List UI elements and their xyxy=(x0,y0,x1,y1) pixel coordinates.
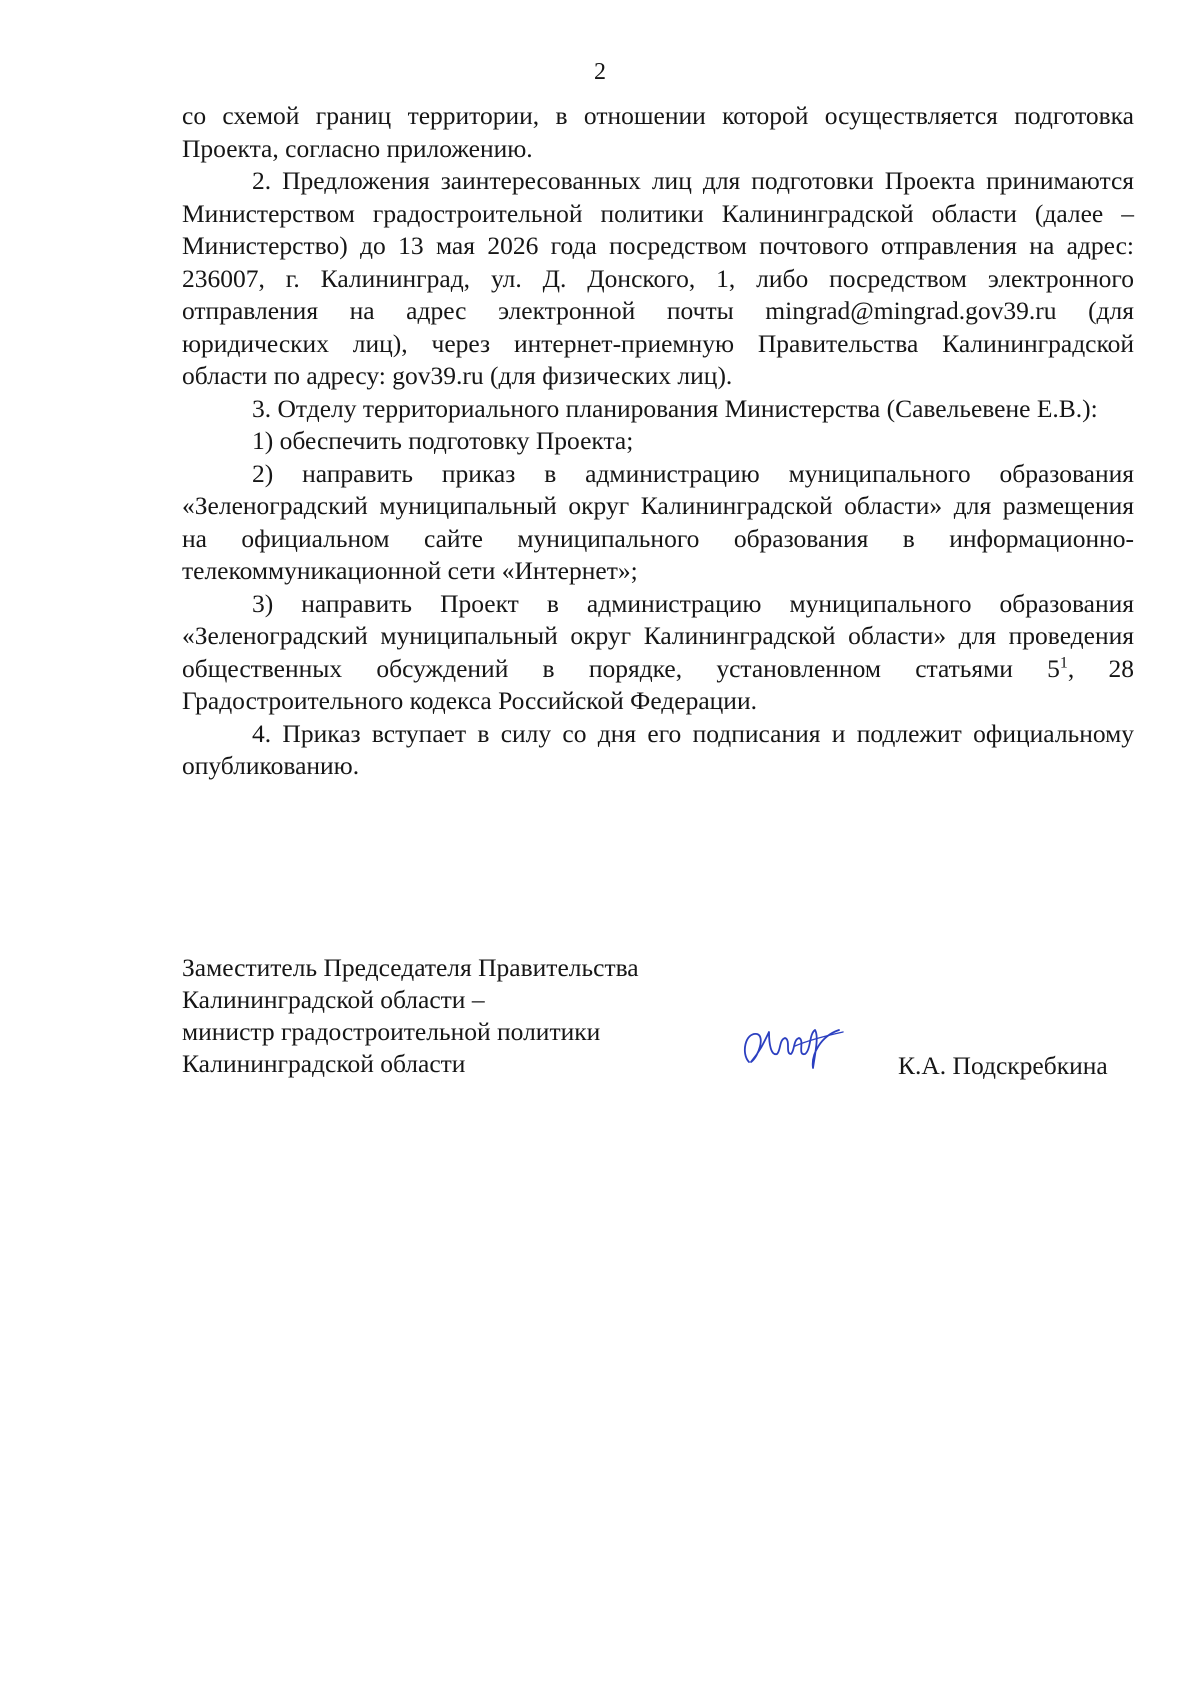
subitem-2: 2) направить приказ в администрацию муниципального образования «Зеленоградский муниципальный округ Калининградской области» для размещения на официальном сайте муниципального образования в информационно-телекоммуникационной сети «Интернет»; xyxy=(182,458,1134,585)
page-number: 2 xyxy=(594,59,606,85)
signer-name: К.А. Подскребкина xyxy=(898,1051,1108,1080)
document-body xyxy=(182,100,1134,783)
superscript-marker: 1 xyxy=(1059,654,1068,671)
position-line: министр градостроительной политики xyxy=(182,1017,601,1046)
paragraph-item-2: 2. Предложения заинтересованных лиц для подготовки Проекта принимаются Министерством градостроительной политики Калининградской области (далее – Министерство) до 13 мая 2026 года посредством почтового отправления на адрес: 236007, г. Калининград, ул. Д. Донского, 1, либо посредством электронного отправления на адрес электронной почты mingrad@mingrad.gov39.ru (для юридических лиц), через интернет-приемную Правительства Калининградской области по адресу: gov39.ru (для физических лиц). xyxy=(182,166,1134,390)
signatory-position xyxy=(182,952,639,1080)
subitem-3 xyxy=(182,588,1134,718)
subitem-1: 1) обеспечить подготовку Проекта; xyxy=(252,426,634,455)
paragraph-continuation: со схемой границ территории, в отношении которой осуществляется подготовка Проекта, согласно приложению. xyxy=(182,101,1134,163)
subitem-3-end: , 28 Градостроительного кодекса Российской Федерации. xyxy=(182,653,1134,715)
position-line: Заместитель Председателя Правительства xyxy=(182,953,639,982)
handwritten-signature xyxy=(735,1010,845,1080)
position-line: Калининградской области – xyxy=(182,985,485,1014)
paragraph-item-4: 4. Приказ вступает в силу со дня его подписания и подлежит официальному опубликованию. xyxy=(182,718,1134,780)
subitem-3-text: 3) направить Проект в администрацию муниципального образования «Зеленоградский муниципальный округ Калининградской области» для проведения общественных обсуждений в порядке, установленном статьями 5 xyxy=(182,588,1134,683)
paragraph-item-3: 3. Отделу территориального планирования Министерства (Савельевене Е.В.): xyxy=(252,393,1098,423)
position-line: Калининградской области xyxy=(182,1049,466,1078)
